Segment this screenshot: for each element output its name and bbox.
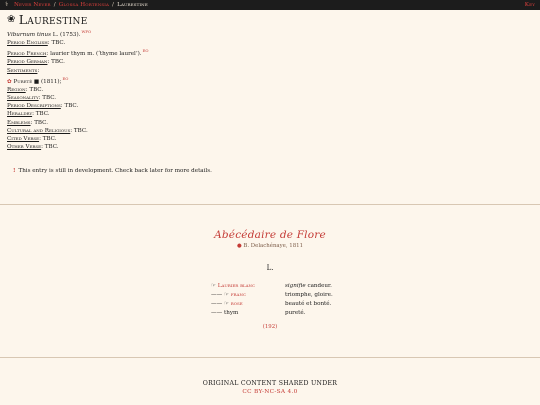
breadcrumb-never-never[interactable]: Never Never — [14, 2, 51, 8]
period-english-label[interactable]: Period English — [7, 40, 48, 47]
page-title — [7, 13, 327, 27]
notice-text: This entry is still in development. Check back later for more details. — [18, 168, 212, 174]
cited-verse-value: : TBC. — [39, 136, 57, 143]
breadcrumb-separator: / — [112, 2, 115, 8]
region-row — [7, 86, 327, 94]
period-english-value: : TBC. — [47, 40, 66, 47]
list-item-meaning: triomphe, gloire. — [285, 291, 333, 298]
pointing-hand-icon: —— ☞ — [211, 291, 229, 298]
list-item-flower: Laurier blanc — [217, 283, 256, 289]
emblems-row — [7, 119, 327, 127]
abecedaire-section — [0, 229, 540, 272]
sentiment-item-row — [7, 75, 327, 86]
sentiment-bullet-icon: ✿ — [7, 78, 12, 85]
botanical-authority: L. (1753). — [51, 31, 81, 38]
book-icon: ■ — [33, 78, 40, 85]
breadcrumb-glossa-hortensia[interactable]: Glossa Hortensia — [58, 2, 110, 8]
cultural-religious-value: : TBC. — [70, 127, 88, 134]
cited-verse-row — [7, 135, 327, 143]
seasonality-row — [7, 94, 327, 102]
author-bullet-icon: ● — [236, 243, 242, 249]
abecedaire-list — [211, 282, 333, 318]
sentiments-value: : — [37, 67, 40, 74]
sentiment-item: Pureté — [13, 78, 33, 85]
breadcrumb-separator: / — [53, 2, 56, 8]
emblems-label[interactable]: Emblems — [7, 119, 31, 126]
page-title-text: Laurestine — [18, 12, 88, 27]
heraldry-label[interactable]: Heraldry — [7, 111, 33, 118]
cultural-religious-row — [7, 127, 327, 135]
license-link[interactable]: CC BY-NC-SA 4.0 — [242, 389, 298, 395]
warning-icon: ! — [13, 168, 16, 174]
heraldry-value: : TBC. — [32, 111, 50, 118]
entry-details — [7, 13, 327, 151]
seasonality-value: : TBC. — [38, 95, 57, 101]
other-verse-row — [7, 143, 327, 151]
abecedaire-letter: L. — [266, 264, 274, 272]
period-descriptions-row — [7, 102, 327, 110]
period-descriptions-value: : TBC. — [60, 103, 79, 110]
cultural-religious-label[interactable]: Cultural and Religious — [7, 127, 71, 134]
list-item-meaning: pureté. — [285, 309, 306, 316]
flower-icon: ❀ — [7, 14, 16, 25]
abecedaire-title: Abécédaire de Flore — [214, 229, 326, 241]
breadcrumb-current: Laurestine — [117, 2, 148, 8]
sentiments-label[interactable]: Sentiments — [7, 67, 38, 74]
footer — [0, 380, 540, 395]
wfo-reference-link[interactable]: WFO — [81, 29, 92, 34]
other-verse-value: : TBC. — [41, 144, 59, 151]
period-french-row — [7, 47, 327, 58]
emblems-value: : TBC. — [30, 119, 48, 126]
cited-verse-label[interactable]: Cited Verse — [7, 136, 40, 143]
license-statement: ORIGINAL CONTENT SHARED UNDER — [202, 380, 338, 387]
pointing-hand-icon: —— ☞ — [211, 300, 229, 307]
seasonality-label[interactable]: Seasonality — [7, 95, 39, 101]
period-german-value: : TBC. — [47, 59, 65, 66]
site-logo-icon[interactable]: ⚕ — [5, 1, 9, 8]
list-item-flower: franc — [230, 291, 247, 298]
sentiments-row — [7, 67, 327, 75]
author-link[interactable]: B. Delachénaye, 1811 — [243, 243, 304, 249]
list-item — [211, 300, 333, 309]
period-english-row — [7, 39, 327, 47]
top-nav-bar — [0, 0, 540, 10]
other-verse-label[interactable]: Other Verse — [7, 144, 42, 151]
period-descriptions-label[interactable]: Period Descriptions — [7, 103, 61, 110]
list-item — [211, 282, 333, 291]
key-link[interactable]: Key — [524, 2, 535, 8]
period-german-row — [7, 58, 327, 66]
development-notice — [13, 168, 212, 174]
abecedaire-author — [0, 243, 540, 249]
divider — [0, 357, 540, 358]
list-item-verb: signifie — [285, 283, 306, 289]
heraldry-row — [7, 110, 327, 118]
botanical-name: Viburnum tinus — [7, 31, 51, 38]
list-item-meaning: beauté et bonté. — [285, 300, 332, 307]
french-reference-link[interactable]: EO — [142, 48, 149, 54]
period-french-label[interactable]: Period French — [7, 51, 47, 58]
list-item-flower: thym — [223, 309, 239, 316]
divider — [0, 204, 540, 205]
period-german-label[interactable]: Period German — [7, 59, 48, 66]
entry-fields — [7, 28, 327, 151]
region-label[interactable]: Region — [7, 86, 26, 93]
list-item-meaning: candeur. — [307, 283, 332, 289]
region-value: : TBC. — [25, 86, 44, 93]
list-item-flower: rose — [230, 300, 243, 307]
list-item — [211, 291, 333, 300]
list-item — [211, 309, 333, 318]
sentiment-reference-link[interactable]: EO — [62, 75, 69, 81]
pointing-hand-icon: ☞ — [211, 283, 217, 289]
botanical-name-row — [7, 28, 327, 39]
source-page-link[interactable]: (192) — [262, 324, 278, 330]
period-french-value: : laurier thym m. (‘thyme laurel’). — [46, 51, 142, 58]
sentiment-year: (1811); — [39, 78, 62, 85]
dash-lead: —— — [211, 309, 223, 316]
